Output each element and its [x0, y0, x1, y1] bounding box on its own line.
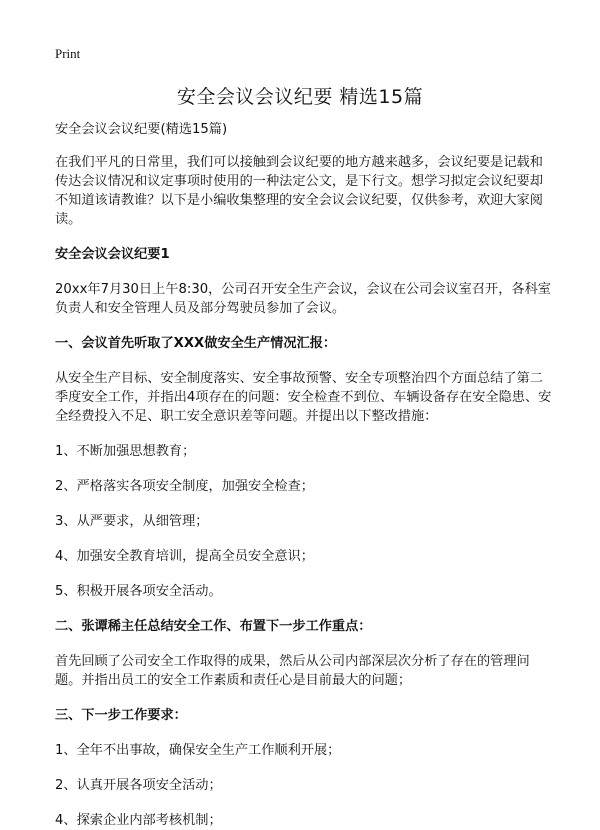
list-item: 4、加强安全教育培训，提高全员安全意识；	[55, 549, 314, 564]
part-one-heading: 一、会议首先听取了XXX做安全生产情况汇报：	[55, 336, 337, 351]
intro-paragraph: 在我们平凡的日常里，我们可以接触到会议纪要的地方越来越多，会议纪要是记载和传达会议情况和议定事项时使用的一种法定公文，是下行文。想学习拟定会议纪要却不知道该请教谁？以下是小编收集整理的安全会议会议纪要，仅供参考，欢迎大家阅读。	[55, 155, 543, 227]
document-subtitle: 安全会议会议纪要(精选15篇)	[55, 122, 228, 137]
list-item: 4、探索企业内部考核机制；	[55, 813, 222, 828]
part-three-heading: 三、下一步工作要求：	[55, 708, 187, 723]
list-item: 1、不断加强思想教育；	[55, 444, 196, 459]
section-heading: 安全会议会议纪要1	[55, 247, 170, 262]
page-title: 安全会议会议纪要 精选15篇	[176, 86, 424, 108]
list-item: 2、严格落实各项安全制度，加强安全检查；	[55, 479, 314, 494]
list-item: 2、认真开展各项安全活动；	[55, 778, 222, 793]
part-two-paragraph: 首先回顾了公司安全工作取得的成果，然后从公司内部深层次分析了存在的管理问题。并指出员工的安全工作素质和责任心是目前最大的问题；	[55, 654, 530, 688]
list-item: 1、全年不出事故，确保安全生产工作顺利开展；	[55, 743, 341, 758]
list-item: 5、积极开展各项安全活动。	[55, 584, 222, 599]
list-item: 3、从严要求，从细管理；	[55, 514, 209, 529]
part-two-heading: 二、张谭稀主任总结安全工作、布置下一步工作重点：	[55, 619, 372, 634]
print-link[interactable]: Print	[55, 46, 81, 61]
part-one-paragraph: 从安全生产目标、安全制度落实、安全事故预警、安全专项整治四个方面总结了第二季度安全工作，并指出4项存在的问题：安全检查不到位、车辆设备存在安全隐患、安全经费投入不足、职工安全意识差等问题。并提出以下整改措施：	[55, 371, 552, 424]
meeting-info-paragraph: 20xx年7月30日上午8:30，公司召开安全生产会议，会议在公司会议室召开，各科室负责人和安全管理人员及部分驾驶员参加了会议。	[55, 282, 551, 316]
document-body	[55, 120, 556, 830]
